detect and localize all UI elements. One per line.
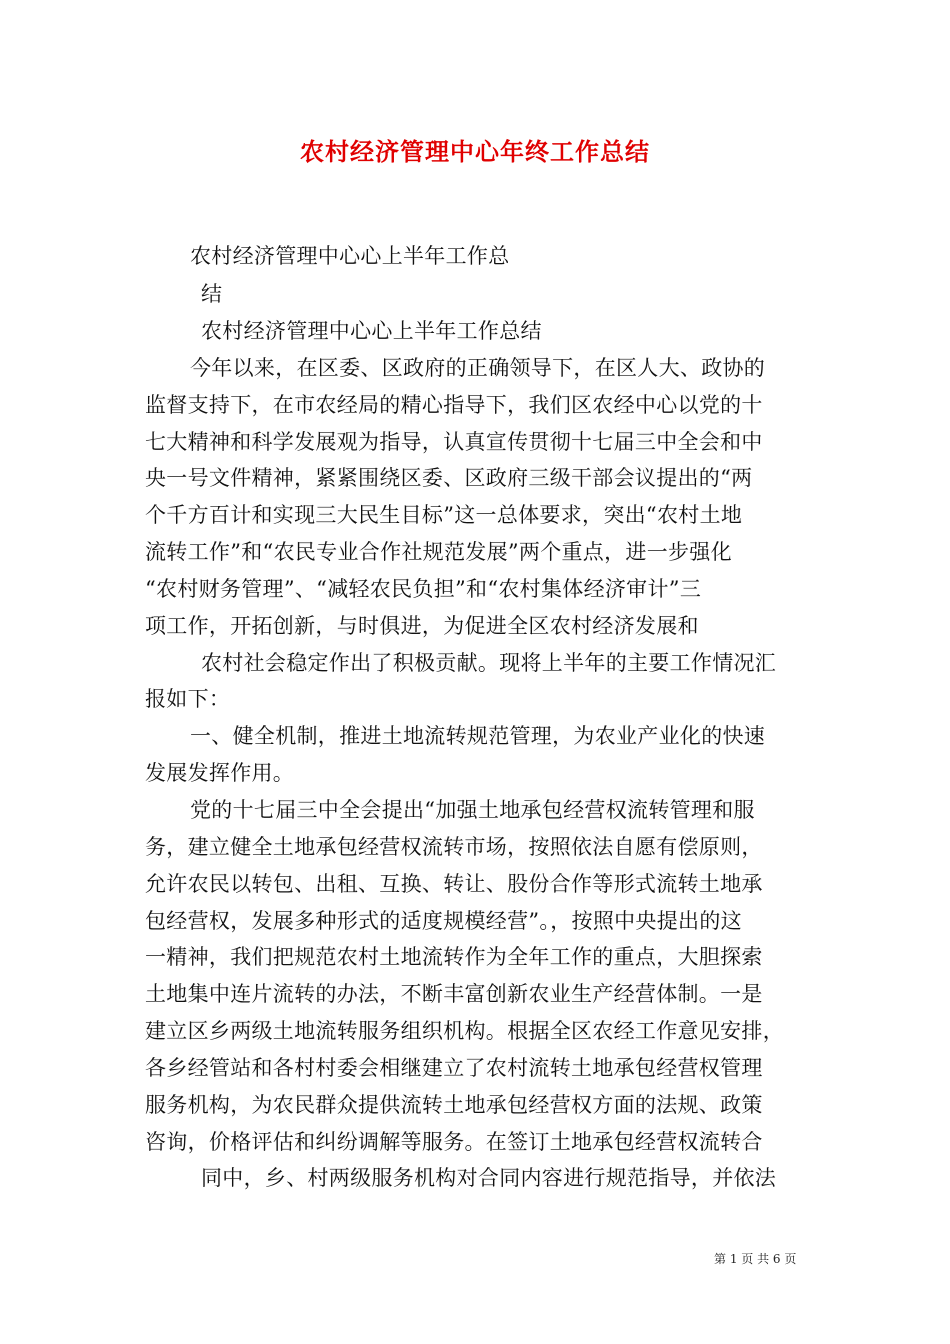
body-line: 土地集中连片流转的办法，不断丰富创新农业生产经营体制。一是 xyxy=(145,982,763,1006)
body-line: 监督支持下，在市农经局的精心指导下，我们区农经中心以党的十 xyxy=(145,393,763,417)
body-line: 一精神，我们把规范农村土地流转作为全年工作的重点，大胆探索 xyxy=(145,945,763,969)
body-line: 一、健全机制，推进土地流转规范管理，为农业产业化的快速 xyxy=(190,724,766,748)
body-line: 农村经济管理中心心上半年工作总 xyxy=(190,244,510,268)
body-line: 个千方百计和实现三大民生目标”这一总体要求，突出“农村土地 xyxy=(145,503,743,527)
body-line: 结 xyxy=(201,282,223,306)
body-line: 包经营权，发展多种形式的适度规模经营”。，按照中央提出的这 xyxy=(145,909,742,933)
body-line: 发展发挥作用。 xyxy=(145,761,295,785)
document-title: 农村经济管理中心年终工作总结 xyxy=(300,137,650,166)
body-line: 同中，乡、村两级服务机构对合同内容进行规范指导，并依法 xyxy=(201,1166,777,1190)
body-line: 咨询，价格评估和纠纷调解等服务。在签订土地承包经营权流转合 xyxy=(145,1130,763,1154)
body-line: 今年以来，在区委、区政府的正确领导下，在区人大、政协的 xyxy=(190,356,766,380)
body-line: 服务机构，为农民群众提供流转土地承包经营权方面的法规、政策 xyxy=(145,1093,763,1117)
body-line: 建立区乡两级土地流转服务组织机构。根据全区农经工作意见安排， xyxy=(145,1019,784,1043)
body-line: 党的十七届三中全会提出“加强土地承包经营权流转管理和服 xyxy=(190,798,755,822)
body-line: 央一号文件精神，紧紧围绕区委、区政府三级干部会议提出的“两 xyxy=(145,466,753,490)
body-line: 七大精神和科学发展观为指导，认真宣传贯彻十七届三中全会和中 xyxy=(145,430,763,454)
body-line: 农村经济管理中心心上半年工作总结 xyxy=(201,319,542,343)
body-line: 允许农民以转包、出租、互换、转让、股份合作等形式流转土地承 xyxy=(145,872,763,896)
body-line: “农村财务管理”、“减轻农民负担”和“农村集体经济审计”三 xyxy=(145,577,702,601)
body-line: 流转工作”和“农民专业合作社规范发展”两个重点，进一步强化 xyxy=(145,540,732,564)
body-line: 各乡经管站和各村村委会相继建立了农村流转土地承包经营权管理 xyxy=(145,1056,763,1080)
page-number-footer: 第 1 页 共 6 页 xyxy=(714,1252,797,1266)
body-line: 报如下： xyxy=(145,687,231,711)
body-line: 项工作，开拓创新，与时俱进，为促进全区农村经济发展和 xyxy=(145,614,699,638)
body-line: 务，建立健全土地承包经营权流转市场，按照依法自愿有偿原则， xyxy=(145,835,763,859)
body-line: 农村社会稳定作出了积极贡献。现将上半年的主要工作情况汇 xyxy=(201,651,777,675)
